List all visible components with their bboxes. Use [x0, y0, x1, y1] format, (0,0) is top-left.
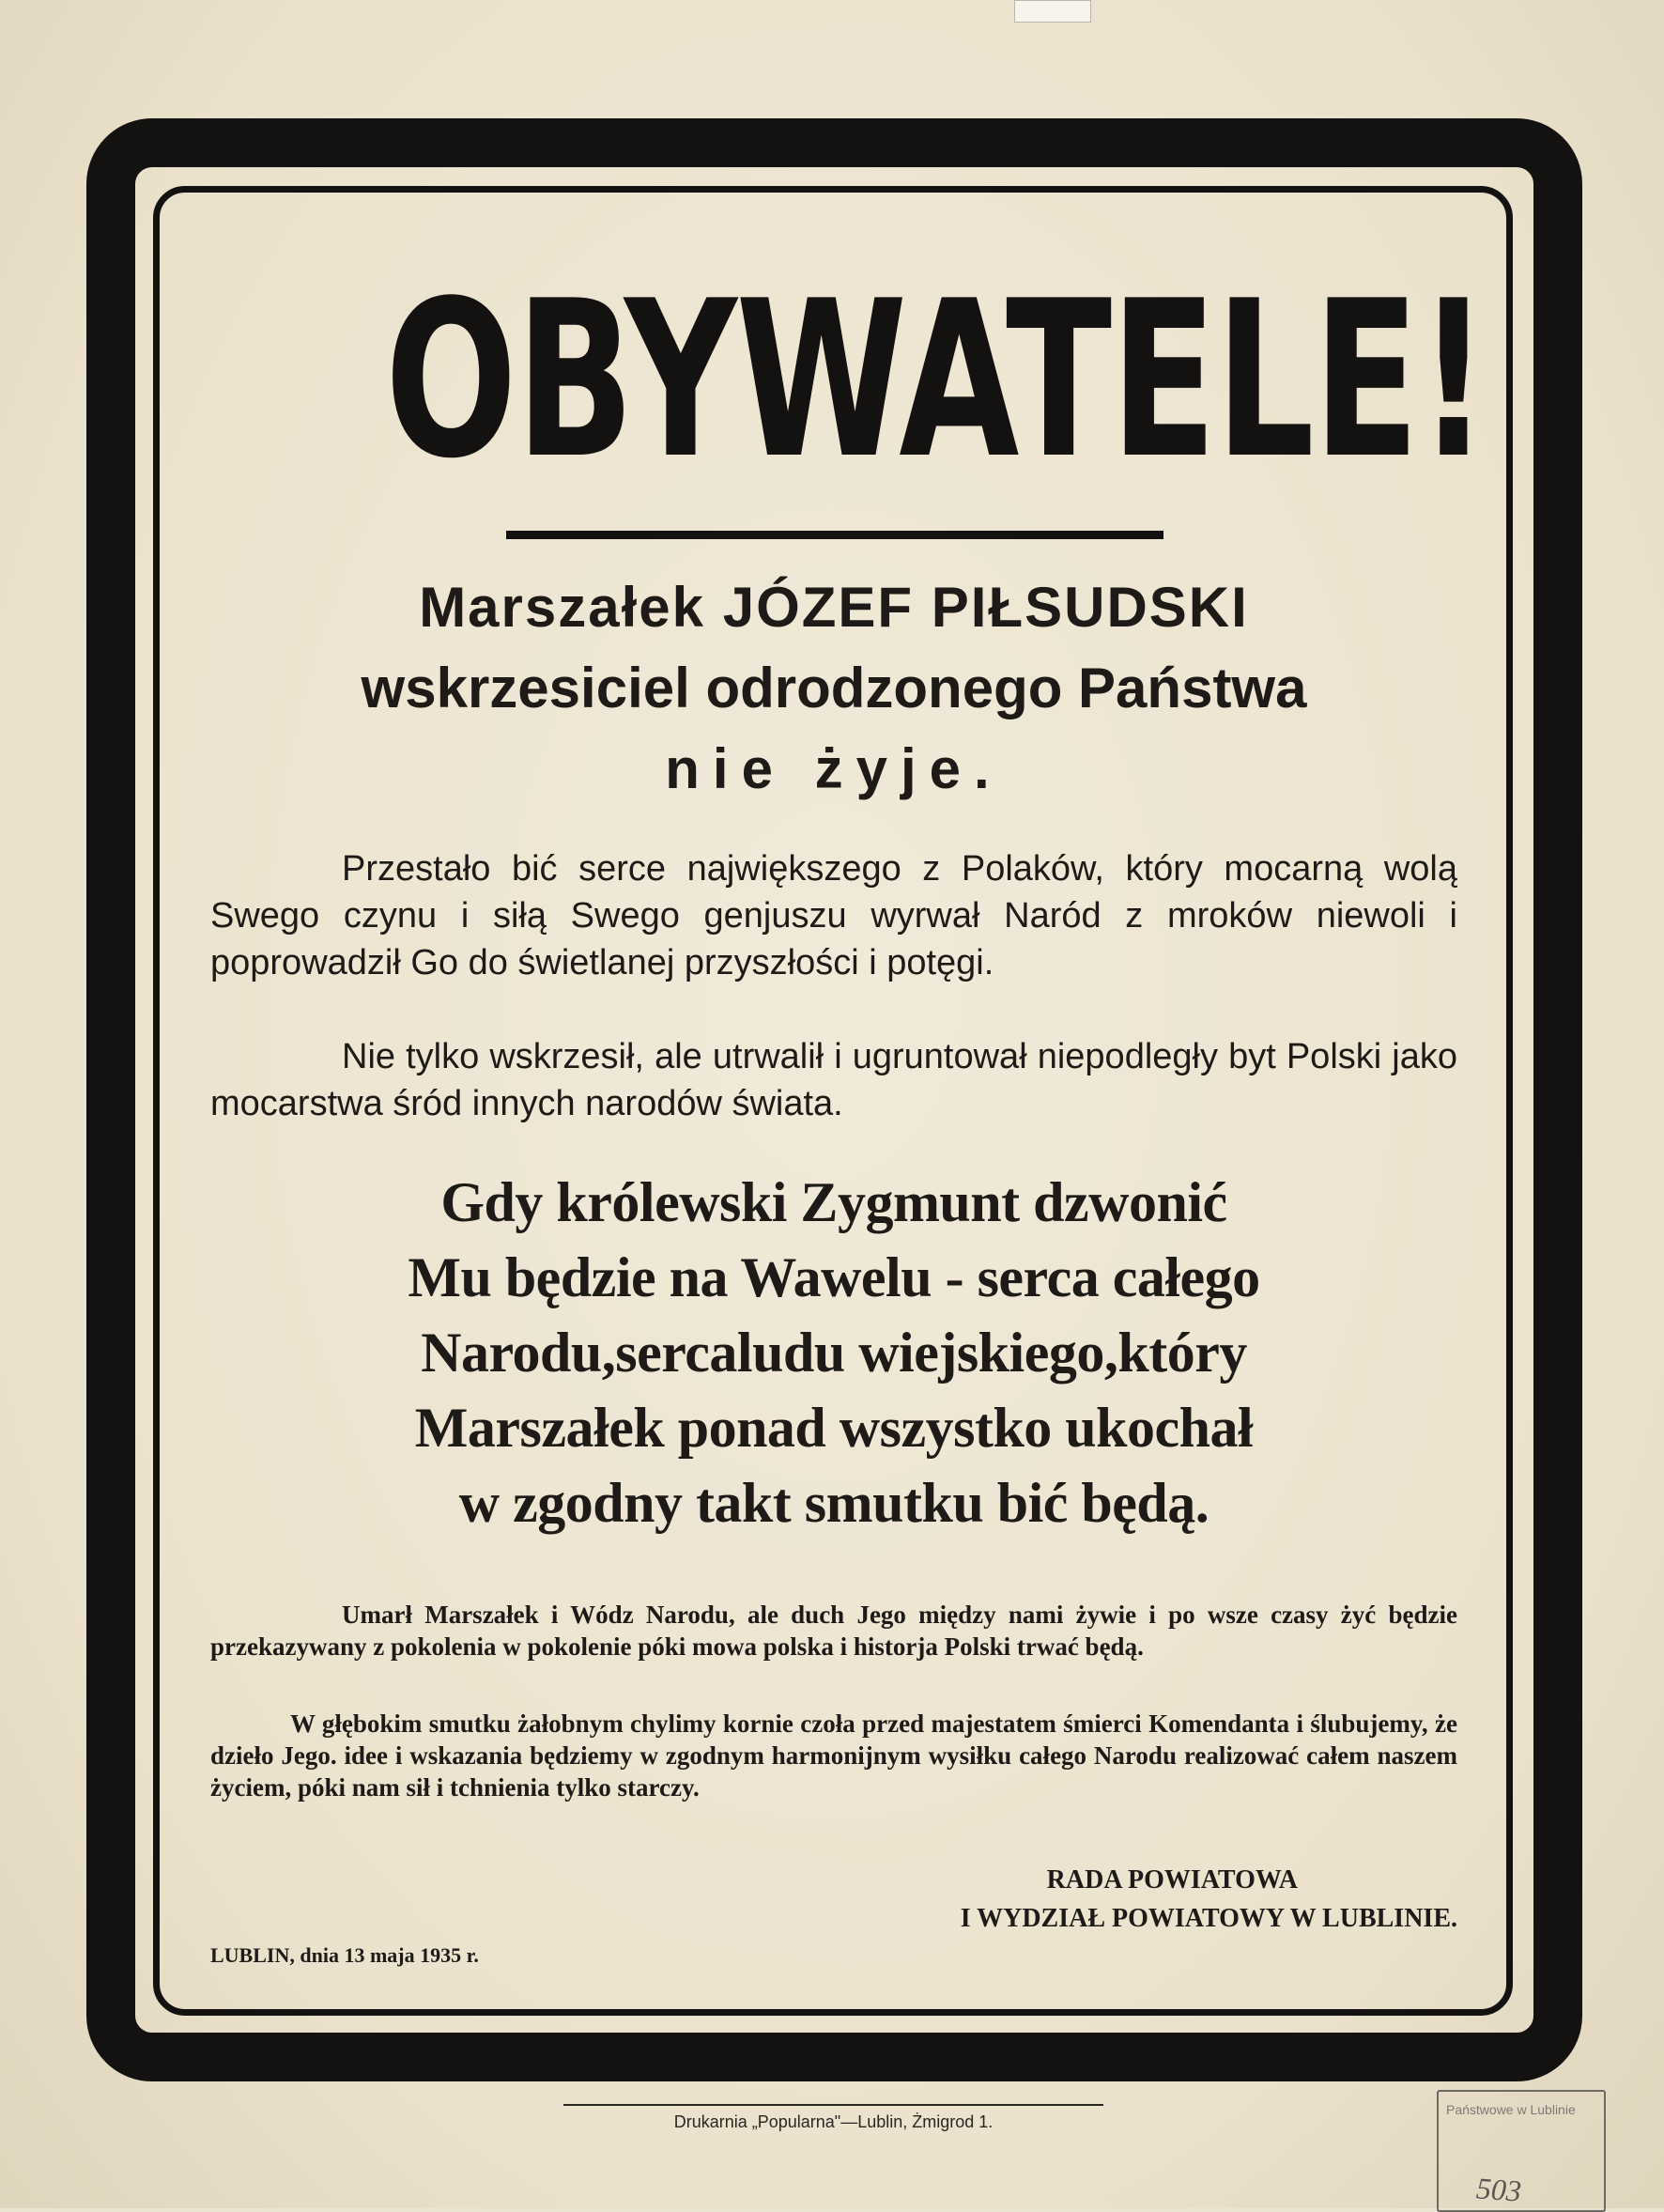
- poster-content: [210, 216, 1488, 1982]
- stamp-code: 503: [1474, 2171, 1523, 2208]
- paragraph-2: Nie tylko wskrzesił, ale utrwalił i ugruntował niepodległy byt Polski jako mocarstwa śród innych narodów świata.: [210, 1037, 1457, 1123]
- printer-imprint: Drukarnia „Popularna"—Lublin, Żmigrod 1.: [673, 2112, 994, 2131]
- archive-stamp: [1437, 2090, 1606, 2212]
- poster-headline: OBYWATELE!: [384, 255, 1488, 506]
- headline-underline: [506, 531, 1163, 539]
- date-line: LUBLIN, dnia 13 maja 1935 r.: [210, 1943, 479, 1967]
- printer-rule: [563, 2104, 1103, 2106]
- subheading-line-3: nie żyje.: [665, 737, 1003, 800]
- paragraph-4: W głębokim smutku żałobnym chylimy kornie czoła przed majestatem śmierci Komendanta i ślubujemy, że dzieło Jego. idee i wskazania będziemy w zgodnym harmonijnym wysiłku całego Narodu realizować całem naszem życiem, póki nam sił i tchnienia tylko starczy.: [210, 1709, 1457, 1802]
- big-passage-line: Mu będzie na Wawelu - serca całego: [408, 1246, 1260, 1308]
- signature-line-1: RADA POWIATOWA: [1046, 1865, 1298, 1895]
- big-passage-line: Marszałek ponad wszystko ukochał: [414, 1397, 1254, 1459]
- subheading-line-2: wskrzesiciel odrodzonego Państwa: [361, 657, 1307, 719]
- signature-line-2: I WYDZIAŁ POWIATOWY W LUBLINIE.: [960, 1904, 1457, 1933]
- big-passage: [210, 1165, 1457, 1540]
- big-passage-line: w zgodny takt smutku bić będą.: [458, 1472, 1209, 1534]
- big-passage-line: Gdy królewski Zygmunt dzwonić: [440, 1171, 1227, 1233]
- stamp-text: Państwowe w Lublinie: [1446, 2102, 1576, 2117]
- paragraph-1: Przestało bić serce największego z Polaków, który mocarną wolą Swego czynu i siłą Swego genjuszu wyrwał Naród z mroków niewoli i poprowadził Go do świetlanej przyszłości i potęgi.: [210, 849, 1457, 982]
- paper-tab: [1014, 0, 1091, 23]
- big-passage-line: Narodu,sercaludu wiejskiego,który: [421, 1322, 1247, 1384]
- subheading-line-1: Marszałek JÓZEF PIŁSUDSKI: [419, 576, 1249, 639]
- paragraph-3: Umarł Marszałek i Wódz Narodu, ale duch Jego między nami żywie i po wsze czasy żyć będzie przekazywany z pokolenia w pokolenie póki mowa polska i historja Polski trwać będą.: [210, 1601, 1457, 1661]
